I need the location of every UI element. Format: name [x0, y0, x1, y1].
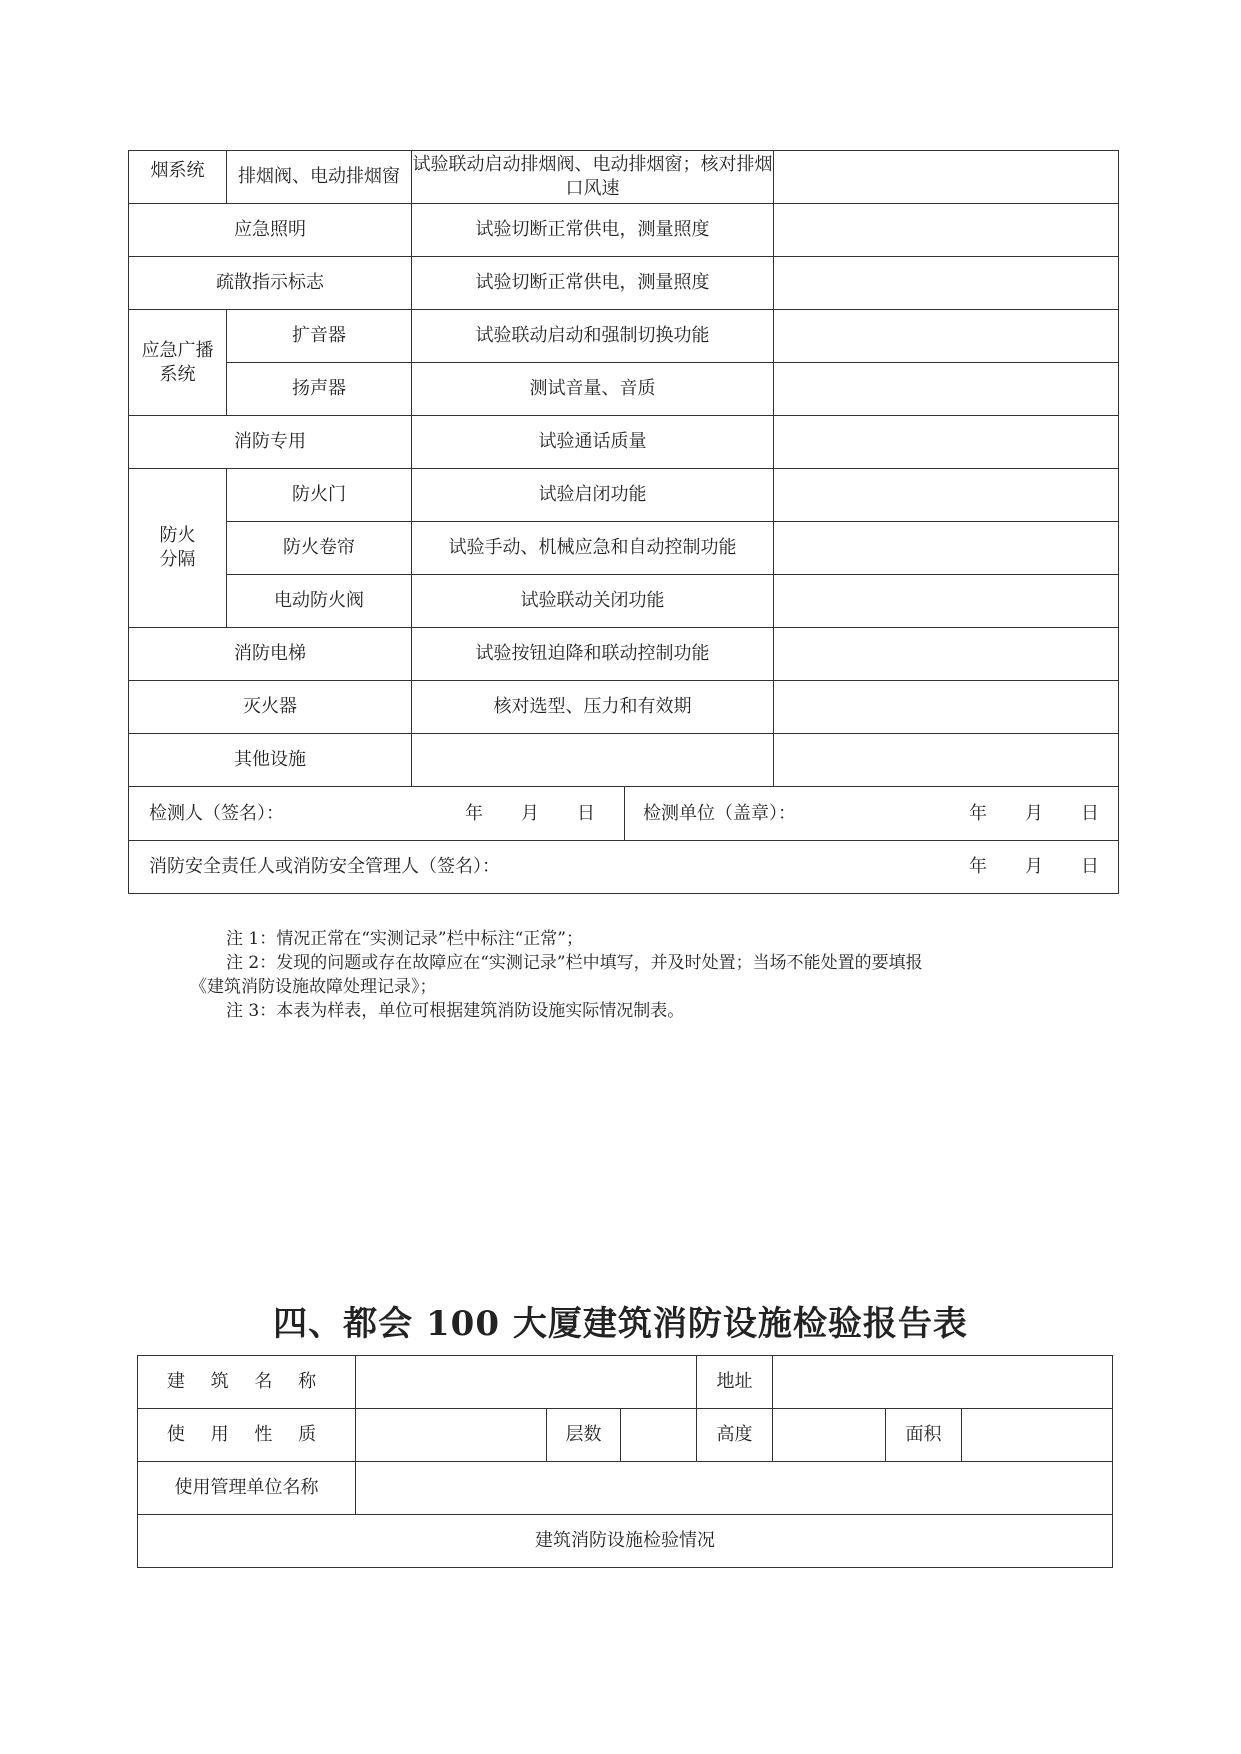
responsible-date: 年 月 日 [969, 856, 1099, 877]
note-2-continued: 《建筑消防设施故障处理记录》； [190, 977, 437, 997]
group-cell-broadcast: 应急广播系统 [129, 310, 227, 416]
method-cell: 试验通话质量 [412, 416, 774, 469]
method-cell: 测试音量、音质 [412, 363, 774, 416]
record-cell[interactable] [774, 151, 1119, 204]
inspection-status-heading: 建筑消防设施检验情况 [138, 1515, 1113, 1568]
item-cell: 防火门 [227, 469, 412, 522]
group-cell-fire-separation: 防火分隔 [129, 469, 227, 628]
inspection-record-table [128, 150, 1119, 894]
responsible-signature[interactable] [129, 841, 1119, 894]
record-cell[interactable] [774, 363, 1119, 416]
table-row [129, 151, 1119, 204]
inspector-date: 年 月 日 [465, 802, 595, 824]
usage-label: 使 用 性 质 [138, 1409, 356, 1462]
method-cell: 试验切断正常供电，测量照度 [412, 257, 774, 310]
building-name-label: 建 筑 名 称 [138, 1356, 356, 1409]
item-cell: 电动防火阀 [227, 575, 412, 628]
method-cell: 核对选型、压力和有效期 [412, 681, 774, 734]
method-cell: 试验启闭功能 [412, 469, 774, 522]
management-unit-field[interactable] [356, 1462, 1113, 1515]
item-cell: 其他设施 [129, 734, 412, 787]
record-cell[interactable] [774, 310, 1119, 363]
inspection-report-table [137, 1355, 1113, 1568]
signature-cell [129, 787, 1119, 841]
table-row [129, 257, 1119, 310]
record-cell[interactable] [774, 628, 1119, 681]
item-cell: 扩音器 [227, 310, 412, 363]
item-cell: 应急照明 [129, 204, 412, 257]
table-row [138, 1356, 1113, 1409]
group-cell-smoke: 烟系统 [129, 151, 227, 204]
signature-row [129, 841, 1119, 894]
record-cell[interactable] [774, 734, 1119, 787]
item-cell: 排烟阀、电动排烟窗 [227, 151, 412, 204]
section-title: 四、都会 100 大厦建筑消防设施检验报告表 [273, 1304, 968, 1344]
table-row [129, 310, 1119, 363]
method-cell[interactable] [412, 734, 774, 787]
record-cell[interactable] [774, 575, 1119, 628]
method-cell: 试验手动、机械应急和自动控制功能 [412, 522, 774, 575]
note-2: 注 2：发现的问题或存在故障应在“实测记录”栏中填写，并及时处置；当场不能处置的要填报 [226, 953, 923, 973]
item-cell: 消防电梯 [129, 628, 412, 681]
table-row [129, 363, 1119, 416]
table-row [129, 522, 1119, 575]
item-cell: 灭火器 [129, 681, 412, 734]
table-row [129, 681, 1119, 734]
note-1: 注 1：情况正常在“实测记录”栏中标注“正常”； [226, 929, 583, 949]
method-cell: 试验联动关闭功能 [412, 575, 774, 628]
building-name-field[interactable] [356, 1356, 697, 1409]
record-cell[interactable] [774, 522, 1119, 575]
record-cell[interactable] [774, 416, 1119, 469]
responsible-label: 消防安全责任人或消防安全管理人（签名）： [149, 856, 500, 877]
method-cell: 试验联动启动排烟阀、电动排烟窗；核对排烟口风速 [412, 151, 774, 204]
record-cell[interactable] [774, 257, 1119, 310]
item-cell: 疏散指示标志 [129, 257, 412, 310]
method-cell: 试验联动启动和强制切换功能 [412, 310, 774, 363]
unit-stamp[interactable] [625, 802, 1118, 826]
address-label: 地址 [697, 1356, 773, 1409]
management-unit-label: 使用管理单位名称 [138, 1462, 356, 1515]
table-row [129, 416, 1119, 469]
item-cell: 防火卷帘 [227, 522, 412, 575]
item-cell: 消防专用 [129, 416, 412, 469]
address-field[interactable] [773, 1356, 1113, 1409]
floors-label: 层数 [547, 1409, 621, 1462]
notes [190, 927, 1090, 1023]
table-row [138, 1409, 1113, 1462]
inspector-label: 检测人（签名）： [149, 802, 284, 824]
table-row [129, 734, 1119, 787]
unit-label: 检测单位（盖章）： [643, 802, 796, 824]
table-row [138, 1515, 1113, 1568]
area-field[interactable] [962, 1409, 1113, 1462]
method-cell: 试验按钮迫降和联动控制功能 [412, 628, 774, 681]
height-field[interactable] [773, 1409, 886, 1462]
area-label: 面积 [886, 1409, 962, 1462]
inspector-signature[interactable] [129, 787, 625, 840]
note-3: 注 3：本表为样表，单位可根据建筑消防设施实际情况制表。 [226, 1001, 685, 1021]
usage-field[interactable] [356, 1409, 547, 1462]
height-label: 高度 [697, 1409, 773, 1462]
record-cell[interactable] [774, 204, 1119, 257]
method-cell: 试验切断正常供电，测量照度 [412, 204, 774, 257]
record-cell[interactable] [774, 469, 1119, 522]
table-row [129, 575, 1119, 628]
signature-row [129, 787, 1119, 841]
record-cell[interactable] [774, 681, 1119, 734]
table-row [138, 1462, 1113, 1515]
item-cell: 扬声器 [227, 363, 412, 416]
floors-field[interactable] [621, 1409, 697, 1462]
table-row [129, 628, 1119, 681]
table-row [129, 204, 1119, 257]
unit-date: 年 月 日 [969, 802, 1099, 824]
table-row [129, 469, 1119, 522]
